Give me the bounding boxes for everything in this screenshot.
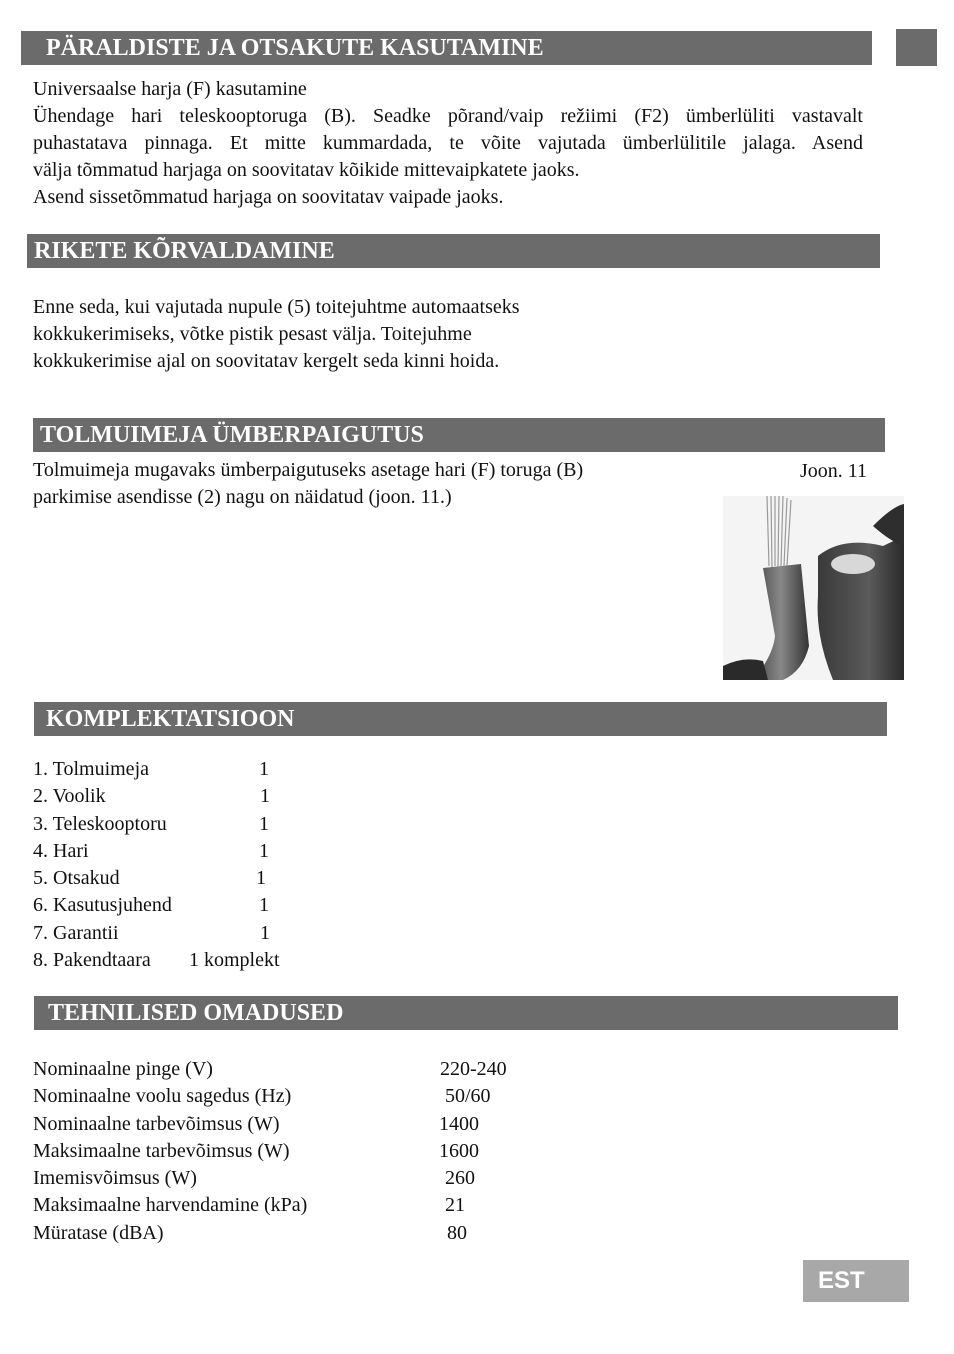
text-line: Universaalse harja (F) kasutamine xyxy=(33,78,307,100)
spec-row xyxy=(33,1220,633,1247)
section-header-contents xyxy=(34,702,887,736)
figure-caption: Joon. 11 xyxy=(800,460,868,482)
item-name: 7. Garantii xyxy=(33,921,119,944)
section-title: PÄRALDISTE JA OTSAKUTE KASUTAMINE xyxy=(46,35,544,61)
item-name: 3. Teleskooptoru xyxy=(33,812,167,835)
item-name: 4. Hari xyxy=(33,839,89,862)
item-name: 2. Voolik xyxy=(33,785,106,808)
spec-row xyxy=(33,1165,633,1192)
spec-name: Nominaalne voolu sagedus (Hz) xyxy=(33,1085,292,1108)
item-name: 8. Pakendtaara xyxy=(33,949,151,972)
item-qty: 1 xyxy=(260,785,270,808)
spec-row xyxy=(33,1111,633,1138)
text-line: Enne seda, kui vajutada nupule (5) toitejuhtme automaatseks xyxy=(33,296,520,318)
section-title: TEHNILISED OMADUSED xyxy=(48,1000,344,1026)
page-tab-marker xyxy=(896,29,937,66)
spec-row xyxy=(33,1138,633,1165)
list-item xyxy=(33,783,433,810)
spec-value: 1600 xyxy=(439,1139,479,1162)
item-qty: 1 xyxy=(259,812,269,835)
spec-value: 220-240 xyxy=(440,1058,507,1080)
spec-name: Nominaalne tarbevõimsus (W) xyxy=(33,1112,280,1135)
vacuum-illustration xyxy=(723,496,904,680)
spec-value: 1400 xyxy=(439,1112,479,1135)
item-qty: 1 xyxy=(259,839,269,862)
text-line: parkimise asendisse (2) nagu on näidatud (joon. 11.) xyxy=(33,486,452,508)
spec-value: 50/60 xyxy=(445,1085,491,1108)
accessories-text xyxy=(33,76,863,211)
section-title: KOMPLEKTATSIOON xyxy=(46,706,295,732)
spec-name: Müratase (dBA) xyxy=(33,1221,164,1244)
spec-name: Imemisvõimsus (W) xyxy=(33,1167,197,1190)
spec-row xyxy=(33,1056,633,1083)
item-qty: 1 xyxy=(260,921,270,944)
contents-list xyxy=(33,756,433,974)
list-item xyxy=(33,838,433,865)
troubleshooting-text xyxy=(33,294,733,375)
list-item xyxy=(33,892,433,919)
item-name: 1. Tolmuimeja xyxy=(33,758,149,780)
language-badge: EST xyxy=(803,1260,909,1302)
list-item xyxy=(33,947,433,974)
section-header-troubleshooting xyxy=(27,234,880,268)
spec-value: 260 xyxy=(445,1167,475,1190)
spec-value: 80 xyxy=(447,1221,467,1244)
text-line: Tolmuimeja mugavaks ümberpaigutuseks asetage hari (F) toruga (B) xyxy=(33,459,584,481)
list-item xyxy=(33,920,433,947)
text-line: kokkukerimiseks, võtke pistik pesast välja. Toitejuhme xyxy=(33,323,472,345)
text-line: puhastatava pinnaga. Et mitte kummardada, te võite vajutada ümberlülitile jalaga. Asend xyxy=(33,132,863,154)
spec-value: 21 xyxy=(445,1194,465,1217)
text-line: Ühendage hari teleskooptoruga (B). Seadke põrand/vaip režiimi (F2) ümberlüliti vastavalt xyxy=(33,105,863,127)
item-name: 6. Kasutusjuhend xyxy=(33,894,172,917)
list-item xyxy=(33,811,433,838)
text-line: kokkukerimise ajal on soovitatav kergelt seda kinni hoida. xyxy=(33,350,500,372)
text-line: välja tõmmatud harjaga on soovitatav kõikide mittevaipkatete jaoks. xyxy=(33,159,580,181)
item-name: 5. Otsakud xyxy=(33,867,120,890)
section-title: RIKETE KÕRVALDAMINE xyxy=(34,238,335,264)
spec-name: Maksimaalne harvendamine (kPa) xyxy=(33,1194,308,1217)
item-qty: 1 xyxy=(259,894,269,917)
list-item xyxy=(33,865,433,892)
item-qty: 1 xyxy=(259,758,269,780)
item-qty: 1 xyxy=(256,867,266,890)
spec-row xyxy=(33,1192,633,1219)
spec-name: Maksimaalne tarbevõimsus (W) xyxy=(33,1139,290,1162)
specs-list xyxy=(33,1056,633,1247)
text-line: Asend sissetõmmatud harjaga on soovitatav vaipade jaoks. xyxy=(33,186,504,208)
section-header-accessories xyxy=(21,31,872,65)
spec-row xyxy=(33,1083,633,1110)
section-title: TOLMUIMEJA ÜMBERPAIGUTUS xyxy=(40,422,424,448)
section-header-relocation xyxy=(33,418,885,452)
item-qty: 1 komplekt xyxy=(189,949,280,972)
relocation-text xyxy=(33,457,733,511)
section-header-specs xyxy=(34,996,898,1030)
spec-name: Nominaalne pinge (V) xyxy=(33,1058,213,1080)
vacuum-parking-photo xyxy=(723,496,904,680)
list-item xyxy=(33,756,433,783)
